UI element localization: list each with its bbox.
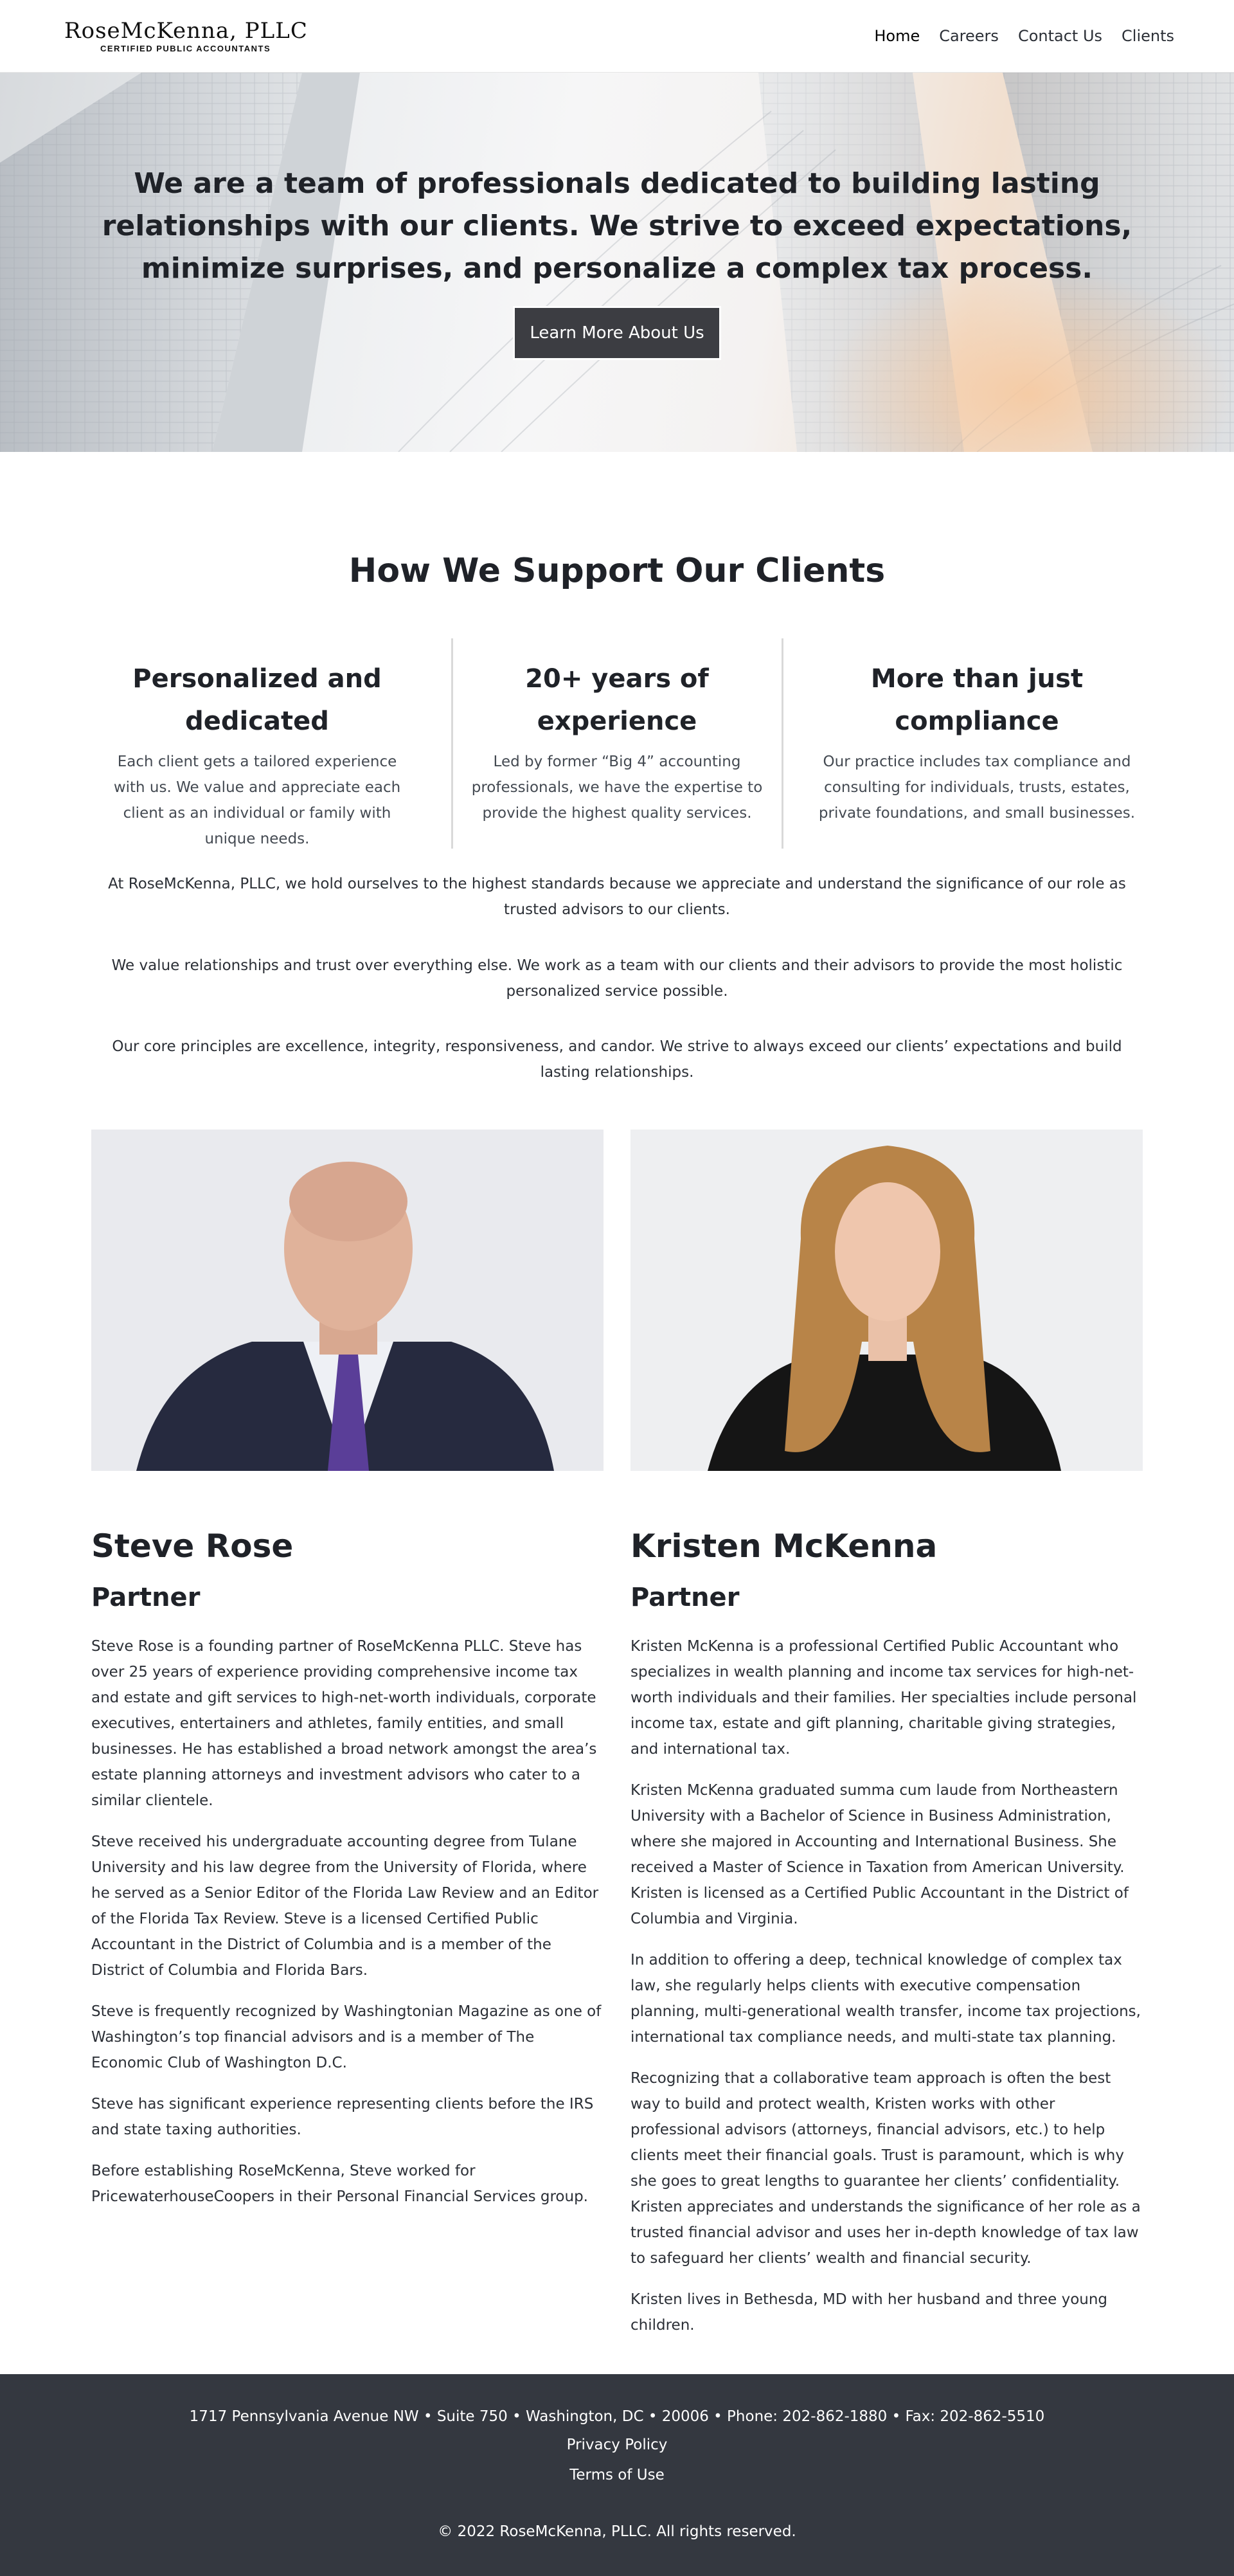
hero-banner — [0, 73, 1234, 452]
section-title: How We Support Our Clients — [348, 552, 886, 590]
nav-home[interactable]: Home — [874, 27, 920, 45]
feature-compliance — [803, 658, 1150, 826]
divider — [451, 638, 453, 849]
bio-paragraph: Recognizing that a collaborative team approach is often the best way to build and protect wealth, Kristen works with other professional advisors (attorneys, financial advisors, etc.) to help clients meet their financial goals. Trust is paramount, which is why she goes to great lengths to guarantee her clients’ confidentiality. Kristen appreciates and understands the significance of her role as a trusted financial advisor and uses her in-depth knowledge of tax law to safeguard her clients’ wealth and financial security. — [630, 2070, 1141, 2267]
feature-experience — [460, 658, 774, 826]
bio-paragraph: Kristen lives in Bethesda, MD with her husband and three young children. — [630, 2291, 1108, 2334]
intro-paragraph: At RoseMcKenna, PLLC, we hold ourselves to the highest standards because we appreciate and understand the significance of our role as trusted advisors to our clients. — [108, 876, 1126, 918]
nav-clients[interactable]: Clients — [1122, 27, 1174, 45]
bio-paragraph: Before establishing RoseMcKenna, Steve worked for PricewaterhouseCoopers in their Personal Financial Services group. — [91, 2163, 588, 2205]
feature-text: Led by former “Big 4” accounting professionals, we have the expertise to provide the highest quality services. — [471, 753, 763, 822]
bio-paragraph: Kristen McKenna graduated summa cum laude from Northeastern University with a Bachelor of Science in Business Administration, where she majored in Accounting and International Business. She received a Master of Science in Taxation from American University. Kristen is licensed as a Certified Public Accountant in the District of Columbia and Virginia. — [630, 1782, 1129, 1927]
nav-contact-us[interactable]: Contact Us — [1017, 27, 1103, 45]
nav-careers[interactable]: Careers — [939, 27, 999, 45]
feature-title: 20+ years of experience — [525, 664, 709, 736]
learn-more-button[interactable]: Learn More About Us — [513, 306, 721, 360]
logo-tagline: CERTIFIED PUBLIC ACCOUNTANTS — [100, 44, 271, 53]
hero-heading: We are a team of professionals dedicated to building lasting relationships with our clients. We strive to exceed expectations, minimize surprises, and personalize a complex tax process. — [102, 167, 1132, 285]
site-footer — [0, 2374, 1234, 2576]
person-role: Partner — [91, 1583, 201, 1612]
bio-paragraph: Steve is frequently recognized by Washingtonian Magazine as one of Washington’s top financial advisors and is a member of The Economic Club of Washington D.C. — [91, 2003, 602, 2071]
person-name: Steve Rose — [91, 1527, 294, 1565]
intro-paragraph: We value relationships and trust over everything else. We work as a team with our clients and their advisors to provide the most holistic personalized service possible. — [111, 957, 1123, 1000]
feature-text: Our practice includes tax compliance and consulting for individuals, trusts, estates, private foundations, and small businesses. — [818, 753, 1136, 822]
feature-text: Each client gets a tailored experience with us. We value and appreciate each client as an individual or family with unique needs. — [113, 753, 401, 847]
feature-personalized — [103, 658, 411, 852]
site-header — [0, 0, 1234, 73]
steve-rose-photo — [91, 1130, 604, 1471]
person-role: Partner — [630, 1583, 740, 1612]
bio-paragraph: Kristen McKenna is a professional Certified Public Accountant who specializes in wealth planning and income tax services for high-net-worth individuals and their families. Her specialties include personal income tax, estate and gift planning, charitable giving strategies, and international tax. — [630, 1638, 1137, 1758]
bio-paragraph: Steve Rose is a founding partner of RoseMcKenna PLLC. Steve has over 25 years of experience providing comprehensive income tax and estate and gift services to high-net-worth individuals, corporate executives, entertainers and athletes, family entities, and small businesses. He has established a broad network amongst the area’s estate planning attorneys and investment advisors who cater to a similar clientele. — [91, 1638, 597, 1809]
bio-paragraph: Steve has significant experience representing clients before the IRS and state taxing authorities. — [91, 2096, 594, 2138]
bio-kristen-mckenna — [630, 1520, 1143, 2338]
privacy-policy-link[interactable]: Privacy Policy — [566, 2436, 668, 2453]
feature-title: More than just compliance — [870, 664, 1084, 736]
copyright-text: © 2022 RoseMcKenna, PLLC. All rights reserved. — [438, 2523, 796, 2540]
bio-paragraph: Steve received his undergraduate accounting degree from Tulane University and his law degree from the University of Florida, where he served as a Senior Editor of the Florida Law Review and an Editor of the Florida Tax Review. Steve is a licensed Certified Public Accountant in the District of Columbia and is a member of the District of Columbia and Florida Bars. — [91, 1833, 599, 1979]
feature-title: Personalized and dedicated — [132, 664, 382, 736]
bio-steve-rose — [91, 1520, 604, 2210]
divider — [782, 638, 783, 849]
footer-address: 1717 Pennsylvania Avenue NW • Suite 750 • Washington, DC • 20006 • Phone: 202-862-1880 • Fax: 202-862-5510 — [189, 2408, 1045, 2425]
terms-of-use-link[interactable]: Terms of Use — [569, 2467, 665, 2483]
intro-paragraph: Our core principles are excellence, integrity, responsiveness, and candor. We strive to always exceed our clients’ expectations and build lasting relationships. — [112, 1038, 1122, 1081]
bio-paragraph: In addition to offering a deep, technical knowledge of complex tax law, she regularly helps clients with executive compensation planning, multi-generational wealth transfer, income tax projections, international tax compliance needs, and multi-state tax planning. — [630, 1952, 1141, 2046]
person-name: Kristen McKenna — [630, 1527, 938, 1565]
main-nav — [855, 26, 1174, 46]
company-logo[interactable] — [64, 18, 315, 55]
kristen-mckenna-photo — [630, 1130, 1143, 1471]
logo-wordmark: RoseMcKenna, PLLC — [64, 18, 308, 44]
